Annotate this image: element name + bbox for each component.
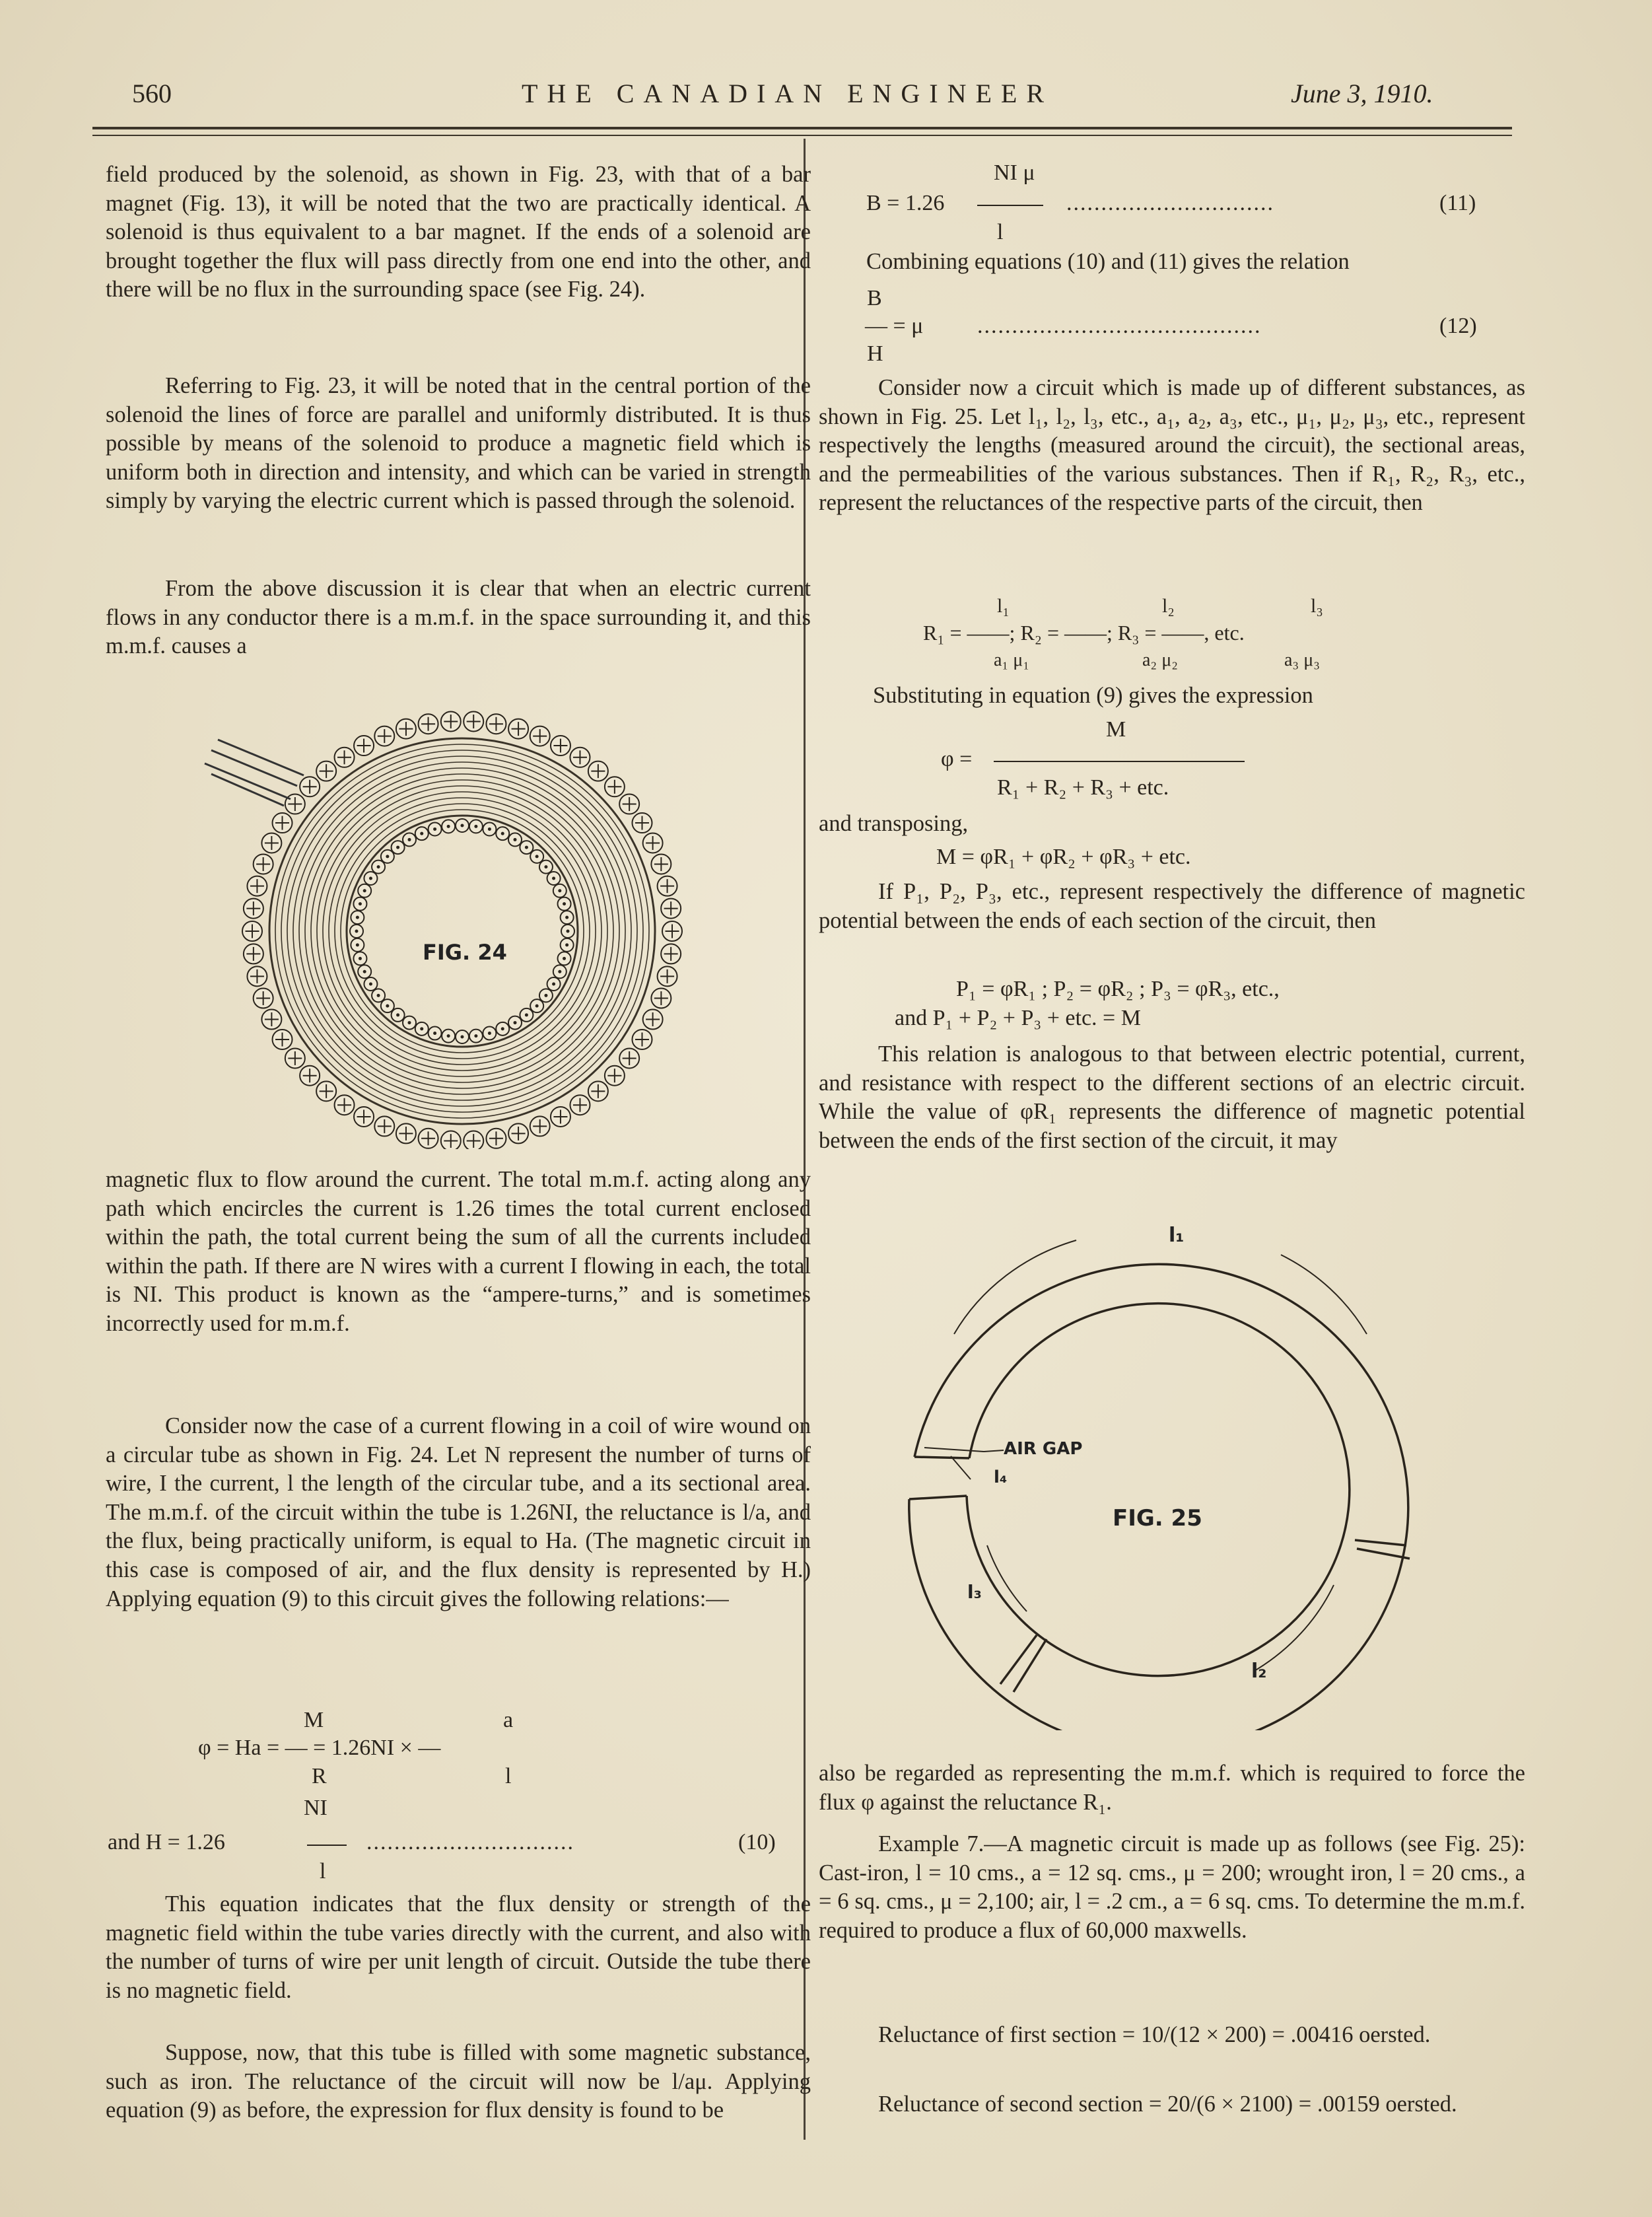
eq-phi2-numerator: M	[1106, 717, 1126, 742]
fig24-field-ring	[269, 738, 655, 1124]
fig24-current-in-symbol	[651, 854, 671, 874]
fig25-divider-bottom	[909, 1496, 967, 1499]
eq-phi2-denominator: R₁ + R₂ + R₃ + etc.	[997, 775, 1169, 800]
fig25-air-gap-label: AIR GAP	[1004, 1439, 1083, 1459]
fig24-current-in-symbol	[354, 1107, 374, 1127]
fig24-current-in-symbol	[658, 966, 677, 986]
right-para-3: This relation is analogous to that between electric potential, current, and resistance with respect to the different sections of an electric circuit. While the value of φR₁ represents the difference of magnetic potential between the ends of the first section of the circuit, it may	[819, 1041, 1525, 1153]
fig24-current-in-symbol	[300, 777, 320, 796]
fig24-current-out-symbol	[415, 1022, 429, 1036]
fig25-outer-ring	[909, 1264, 1408, 1730]
fig24-current-in-symbol	[530, 1116, 550, 1136]
fig24-current-out-symbol	[520, 841, 533, 854]
right-para-1: Consider now a circuit which is made up of different substances, as shown in Fig. 25. Let l₁, l₂, l₃, etc., a₁, a₂, a₃, etc., μ₁, μ₂, μ₃, etc., represent respectively the lengths (measured around the circuit), the sectional areas, and the permeabilities of the various substances. Then if R₁, R₂, R₃, etc., represent the reluctances of the respective parts of the circuit, then	[819, 375, 1525, 516]
fig24-current-in-symbol	[588, 761, 608, 781]
fig24-current-out-symbol	[392, 841, 405, 854]
fig24-current-in-symbol	[254, 854, 273, 874]
fig24-current-in-symbol	[588, 1081, 608, 1101]
fig24-current-out-symbol	[403, 833, 416, 846]
eq-M-sum: M = φR₁ + φR₂ + φR₃ + etc.	[936, 845, 1191, 869]
eq10-leader-dots: ..............................	[366, 1830, 574, 1854]
right-para-2: If P₁, P₂, P₃, etc., represent respectively the difference of magnetic potential between the ends of each section of the circuit, then	[819, 879, 1525, 933]
fig24-current-out-symbol	[392, 1008, 405, 1022]
fig24-current-in-symbol	[508, 1123, 528, 1143]
fig24-current-in-symbol	[570, 1095, 590, 1115]
eqR-num-2: l₂	[1162, 595, 1175, 617]
right-para-7: Reluctance of second section = 20/(6 × 2100) = .00159 oersted.	[878, 2092, 1457, 2117]
eq-P-relations: P₁ = φR₁ ; P₂ = φR₂ ; P₃ = φR₃, etc.,	[956, 977, 1280, 1001]
eq12-denominator: H	[867, 341, 883, 366]
fig24-current-in-symbol	[619, 1048, 639, 1068]
fig24-current-out-symbol	[364, 872, 377, 885]
fig24-current-in-symbol	[261, 833, 281, 853]
fig24-field-ring	[341, 810, 584, 1053]
fig24-current-out-symbol	[469, 1030, 483, 1043]
fig24-current-in-symbol	[486, 1129, 506, 1148]
fig24-current-out-symbol	[553, 965, 567, 978]
fig24-field-lines	[269, 738, 655, 1124]
header-rule-thin	[92, 135, 1512, 136]
fig24-current-out-symbol	[415, 827, 429, 840]
eq-phi-den-R: R	[312, 1764, 327, 1788]
right-para-6: Reluctance of first section = 10/(12 × 200) = .00416 oersted.	[878, 2022, 1431, 2047]
fig24-current-in-symbol	[605, 777, 625, 796]
left-para-4: magnetic flux to flow around the current. The total m.m.f. acting along any path which encircles the current is 1.26 times the total current enclosed within the path, the total current being the sum of all the currents included within the path. If there are N wires with a current I flowing in each, the total is NI. This product is known as the “ampere-turns,” and is sometimes incorrectly used for m.m.f.	[106, 1167, 811, 1336]
fig24-field-ring	[335, 804, 590, 1059]
fig24-current-in-symbol	[396, 1123, 416, 1143]
right-para-4: also be regarded as representing the m.m.f. which is required to force the flux φ against the reluctance R₁.	[819, 1761, 1525, 1815]
fig24-field-ring	[329, 798, 596, 1065]
fig24-current-in-symbol	[335, 748, 355, 767]
fig24-field-ring	[299, 768, 625, 1094]
fig25-l2-label: l₂	[1251, 1660, 1267, 1683]
page-number: 560	[132, 79, 172, 108]
left-para-7: Suppose, now, that this tube is filled with some magnetic substance, such as iron. The reluctance of the circuit will now be l/aμ. Applying equation (9) as before, the expression for flux density is found to be	[106, 2040, 811, 2123]
eq-phi-num-M: M	[304, 1708, 324, 1732]
fig24-current-out-symbol	[561, 938, 574, 952]
eqR-den-2: a₂ μ₂	[1142, 650, 1178, 670]
fig24-current-in-symbol	[244, 944, 263, 964]
eq11-tag: (11)	[1439, 191, 1476, 215]
eq10-lhs: and H = 1.26	[108, 1830, 225, 1854]
fig24-current-out-symbol	[381, 850, 394, 863]
fig24-current-out-symbol	[351, 938, 364, 952]
eq12-lhs: — = μ	[865, 314, 924, 338]
fig24-current-out-symbol	[530, 850, 543, 863]
fig24-current-in-symbol	[419, 1129, 438, 1148]
fig24-current-in-symbol	[396, 719, 416, 739]
eq11-leader-dots: ..............................	[1066, 191, 1274, 215]
fig24-current-in-symbol	[316, 1081, 336, 1101]
fig24-current-in-symbol	[335, 1095, 355, 1115]
fig24-current-in-symbol	[254, 989, 273, 1008]
fig24-current-in-symbol	[285, 1048, 305, 1068]
eq-phi2-fraction-bar	[994, 761, 1245, 762]
right-transposing-text: and transposing,	[819, 811, 969, 836]
eq10-fraction-bar	[307, 1845, 347, 1846]
fig24-current-in-symbol	[661, 899, 681, 919]
fig24-current-out-symbol	[381, 999, 394, 1012]
eq10-denominator: l	[320, 1859, 326, 1883]
fig24-current-out-symbol	[561, 925, 574, 938]
fig24-current-in-symbol	[651, 989, 671, 1008]
fig24-current-in-symbol	[441, 711, 461, 731]
fig24-current-out-symbol	[403, 1016, 416, 1030]
fig24-current-in-symbol	[551, 1107, 570, 1127]
fig24-current-in-symbol	[464, 1131, 483, 1149]
fig24-current-out-symbol	[353, 952, 366, 965]
eq-P-sum: and P₁ + P₂ + P₃ + etc. = M	[895, 1006, 1141, 1030]
eq11-fraction-bar	[977, 205, 1043, 206]
eq11-denominator: l	[997, 220, 1004, 244]
eqR-den-3: a₃ μ₃	[1284, 650, 1320, 670]
fig24-current-in-symbol	[661, 944, 681, 964]
fig24-current-out-symbol	[372, 989, 385, 1002]
fig24-field-ring	[287, 756, 637, 1106]
fig24-current-out-symbol	[539, 861, 553, 874]
fig24-current-in-symbol	[247, 966, 267, 986]
left-para-3: From the above discussion it is clear that when an electric current flows in any conductor there is a m.m.f. in the space surrounding it, and this m.m.f. causes a	[106, 576, 811, 659]
eqR-den-1: a₁ μ₁	[994, 650, 1029, 670]
left-para-5: Consider now the case of a current flowing in a coil of wire wound on a circular tube as shown in Fig. 24. Let N represent the number of turns of wire, I the current, l the length of the circular tube, and a its sectional area. The m.m.f. of the circuit within the tube is 1.26NI, the reluctance is l/a, and the flux, being practically uniform, is equal to Ha. (The magnetic circuit in this case is composed of air, and the flux density is represented by H.) Applying equation (9) to this circuit gives the following relations:—	[106, 1413, 811, 1611]
eqR-num-3: l₃	[1311, 595, 1323, 617]
fig24-current-in-symbol	[551, 736, 570, 756]
fig24-current-in-symbol	[530, 726, 550, 746]
eqR-num-1: l₁	[997, 595, 1010, 617]
eq-phi-line: φ = Ha = — = 1.26NI × —	[198, 1736, 441, 1760]
fig24-current-out-symbol	[469, 820, 483, 833]
fig25-divider-lower-left	[1000, 1635, 1037, 1684]
eqR-line: R₁ = ——; R₂ = ——; R₃ = ——, etc.	[923, 621, 1245, 645]
issue-date: June 3, 1910.	[1291, 79, 1433, 108]
fig24-outer-coil-turns	[242, 711, 682, 1149]
left-para-6: This equation indicates that the flux density or strength of the magnetic field within the tube varies directly with the current, and also with the number of turns of wire per unit length of circuit. Outside the tube there is no magnetic field.	[106, 1891, 811, 2003]
fig25-divider-top	[914, 1457, 969, 1458]
fig24-current-out-symbol	[539, 989, 553, 1002]
fig24-current-out-symbol	[547, 872, 561, 885]
fig24-current-in-symbol	[632, 813, 652, 833]
fig24-current-out-symbol	[358, 965, 371, 978]
fig24-current-out-symbol	[483, 1027, 496, 1040]
fig24-current-out-symbol	[483, 822, 496, 835]
fig24-current-in-symbol	[508, 719, 528, 739]
fig24-current-in-symbol	[605, 1066, 625, 1086]
eq12-numerator: B	[867, 286, 882, 310]
fig24-current-out-symbol	[508, 833, 522, 846]
fig24-current-in-symbol	[643, 833, 663, 853]
eq11-numerator: NI μ	[994, 160, 1035, 185]
eq12-tag: (12)	[1439, 314, 1477, 338]
eq10-tag: (10)	[738, 1830, 776, 1854]
left-para-1: field produced by the solenoid, as shown in Fig. 23, with that of a bar magnet (Fig. 13), it will be noted that the two are practically identical. A solenoid is thus equivalent to a bar magnet. If the ends of a solenoid are brought together the flux will pass directly from one end into the other, and there will be no flux in the surrounding space (see Fig. 24).	[106, 162, 811, 302]
fig24-current-in-symbol	[247, 876, 267, 896]
fig24-current-out-symbol	[547, 977, 561, 991]
fig24-current-in-symbol	[273, 813, 293, 833]
fig25-inner-ring	[967, 1304, 1350, 1676]
eq-phi-num-a: a	[503, 1708, 514, 1732]
eq-phi2-lhs: φ =	[941, 747, 973, 771]
fig24-current-out-symbol	[442, 820, 455, 833]
fig24-current-in-symbol	[643, 1010, 663, 1030]
fig24-field-ring	[281, 750, 643, 1112]
fig25-label: FIG. 25	[1113, 1505, 1202, 1531]
fig25-divider-right	[1357, 1549, 1410, 1559]
fig24-current-out-symbol	[442, 1030, 455, 1043]
left-para-2: Referring to Fig. 23, it will be noted that in the central portion of the solenoid the lines of force are parallel and uniformly distributed. It is thus possible by means of the solenoid to produce a magnetic field which is uniform both in direction and intensity, and which can be varied in strength simply by varying the electric current which is passed through the solenoid.	[106, 373, 811, 514]
fig24-current-in-symbol	[662, 921, 682, 941]
fig24-current-out-symbol	[496, 1022, 509, 1036]
header-rule-thick	[92, 127, 1512, 129]
eq12-leader-dots: .........................................	[977, 314, 1262, 338]
eq-phi-den-l: l	[505, 1764, 512, 1788]
fig24-current-out-symbol	[364, 977, 377, 991]
fig24-current-in-symbol	[273, 1030, 293, 1049]
fig25-magnetic-circuit	[885, 1202, 1439, 1730]
fig24-current-out-symbol	[429, 822, 442, 835]
fig24-field-ring	[293, 762, 631, 1100]
eq11-lhs: B = 1.26	[866, 191, 945, 215]
fig24-field-ring	[323, 792, 602, 1071]
fig24-current-in-symbol	[316, 761, 336, 781]
fig24-current-out-symbol	[508, 1016, 522, 1030]
fig24-current-in-symbol	[354, 736, 374, 756]
fig24-current-out-symbol	[358, 884, 371, 897]
fig24-field-ring	[347, 816, 578, 1047]
fig25-l4-label: l₄	[994, 1467, 1008, 1487]
fig24-field-ring	[275, 744, 649, 1118]
fig24-inner-coil-turns	[350, 819, 574, 1043]
fig24-current-in-symbol	[300, 1066, 320, 1086]
fig24-current-in-symbol	[419, 714, 438, 734]
fig24-current-in-symbol	[374, 726, 394, 746]
fig24-current-out-symbol	[350, 925, 363, 938]
fig24-current-in-symbol	[244, 899, 263, 919]
fig24-current-out-symbol	[553, 884, 567, 897]
right-combine-text: Combining equations (10) and (11) gives the relation	[866, 249, 1350, 274]
fig25-l3-label: l₃	[967, 1581, 982, 1603]
fig24-current-out-symbol	[429, 1027, 442, 1040]
fig25-l1-label: l₁	[1169, 1224, 1185, 1247]
fig24-current-in-symbol	[658, 876, 677, 896]
fig24-current-in-symbol	[242, 921, 262, 941]
fig24-current-in-symbol	[632, 1030, 652, 1049]
fig24-current-out-symbol	[496, 827, 509, 840]
right-para-5: Example 7.—A magnetic circuit is made up as follows (see Fig. 25): Cast-iron, l = 10 cms., a = 12 sq. cms., μ = 200; wrought iron, l = 20 cms., a = 6 sq. cms., μ = 2,100; air, l = .2 cm., a = 6 sq. cms. To determine the m.m.f. required to produce a flux of 60,000 maxwells.	[819, 1831, 1525, 1943]
fig24-current-out-symbol	[558, 952, 571, 965]
fig24-current-out-symbol	[456, 819, 469, 832]
fig24-solenoid-ring	[198, 687, 726, 1149]
fig24-current-out-symbol	[530, 999, 543, 1012]
fig24-current-out-symbol	[456, 1030, 469, 1043]
fig24-label: FIG. 24	[423, 940, 507, 965]
fig24-current-in-symbol	[464, 711, 483, 731]
fig24-current-out-symbol	[351, 911, 364, 924]
right-substituting-text: Substituting in equation (9) gives the expression	[873, 683, 1313, 708]
journal-title: THE CANADIAN ENGINEER	[522, 79, 1054, 108]
fig24-current-out-symbol	[561, 911, 574, 924]
fig24-current-in-symbol	[486, 714, 506, 734]
fig24-current-in-symbol	[619, 794, 639, 814]
eq10-numerator: NI	[304, 1796, 327, 1820]
fig24-current-in-symbol	[374, 1116, 394, 1136]
fig24-current-in-symbol	[441, 1131, 461, 1149]
fig24-current-out-symbol	[520, 1008, 533, 1022]
fig24-current-out-symbol	[353, 897, 366, 911]
fig24-current-in-symbol	[261, 1010, 281, 1030]
fig24-current-out-symbol	[372, 861, 385, 874]
fig24-current-out-symbol	[558, 897, 571, 911]
fig24-current-in-symbol	[570, 748, 590, 767]
